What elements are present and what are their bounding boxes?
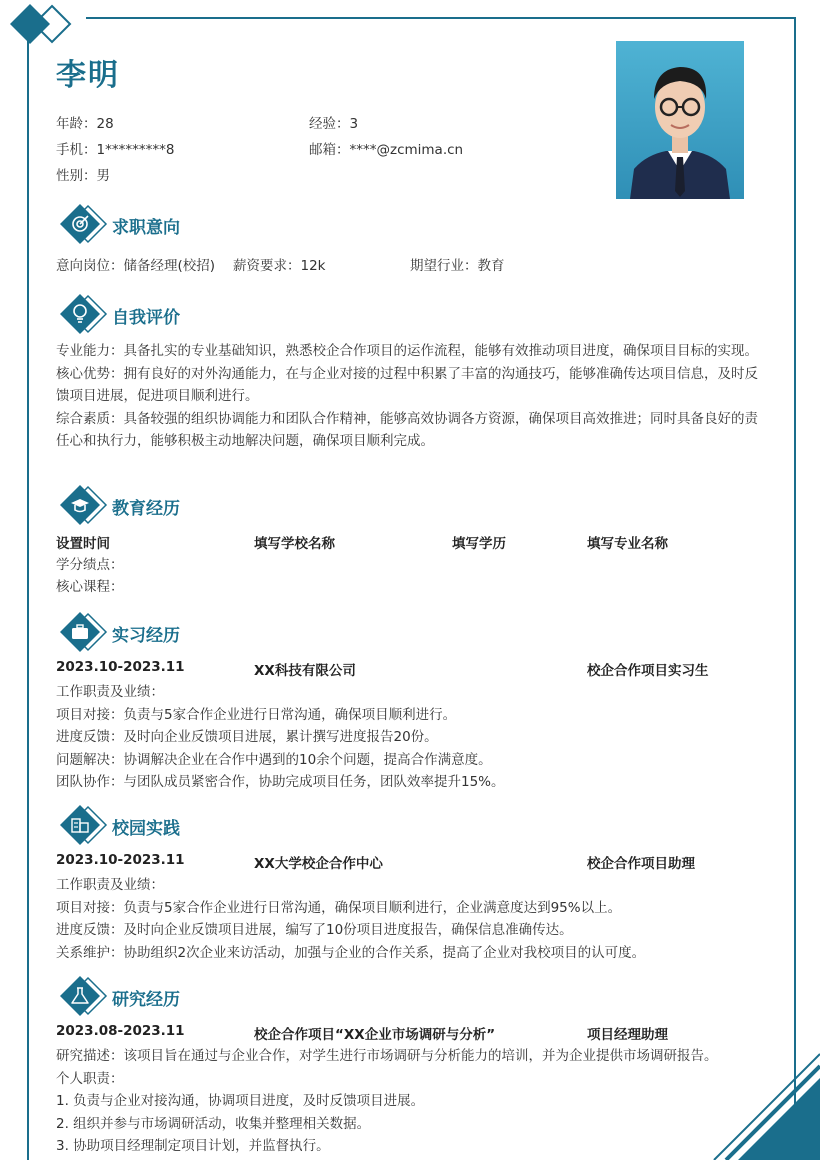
candidate-name: 李明: [56, 58, 120, 93]
graduation-cap-icon: [58, 483, 110, 527]
frame-top-line: [86, 17, 796, 19]
intern-time: 2023.10-2023.11: [56, 659, 185, 675]
intent-industry: 期望行业：教育: [410, 258, 505, 274]
research-role: 项目经理助理: [587, 1027, 668, 1043]
briefcase-icon: [58, 610, 110, 654]
section-title: 自我评价: [112, 308, 180, 328]
phone-field: [56, 138, 174, 158]
section-title: 校园实践: [112, 819, 180, 839]
gender-field: [56, 164, 110, 184]
intern-item: 问题解决：协调解决企业在合作中遇到的10余个问题，提高合作满意度。: [56, 751, 492, 768]
section-title: 研究经历: [112, 990, 180, 1010]
research-time: 2023.08-2023.11: [56, 1023, 185, 1039]
research-duty-heading: 个人职责：: [56, 1070, 124, 1087]
self-eval-item: 专业能力：具备扎实的专业基础知识，熟悉校企合作项目的运作流程，能够有效推动项目进度，确保项目目标的实现。: [56, 343, 758, 359]
intern-role: 校企合作项目实习生: [587, 663, 709, 679]
age-value: 28: [96, 116, 114, 132]
section-title: 教育经历: [112, 499, 180, 519]
intern-item: 团队协作：与团队成员紧密合作，协助完成项目任务，团队效率提升15%。: [56, 774, 505, 790]
campus-item: 关系维护：协助组织2次企业来访活动，加强与企业的合作关系，提高了企业对我校项目的认可度。: [56, 944, 646, 961]
frame-right-line: [794, 17, 796, 1160]
campus-item: 进度反馈：及时向企业反馈项目进展，编写了10份项目进度报告，确保信息准确传达。: [56, 922, 573, 938]
edu-courses: 核心课程：: [56, 579, 124, 595]
flask-icon: [58, 974, 110, 1018]
research-details: [56, 1045, 768, 1158]
email-value: ****@zcmima.cn: [349, 142, 464, 158]
phone-label: 手机：: [56, 142, 97, 158]
campus-item: 项目对接：负责与5家合作企业进行日常沟通，确保项目顺利进行，企业满意度达到95%以上。: [56, 899, 622, 916]
age-field: [56, 112, 114, 132]
edu-degree: 填写学历: [452, 536, 506, 552]
self-eval-paragraph: [56, 340, 768, 453]
section-header-research: [58, 974, 358, 1018]
intern-item: 项目对接：负责与5家合作企业进行日常沟通，确保项目顺利进行。: [56, 706, 457, 723]
age-label: 年龄：: [56, 116, 97, 132]
research-item: 3. 协助项目经理制定项目计划，并监督执行。: [56, 1138, 330, 1154]
section-header-internship: [58, 610, 358, 654]
intern-heading: 工作职责及业绩：: [56, 684, 164, 700]
email-label: 邮箱：: [309, 142, 350, 158]
experience-field: [309, 112, 358, 132]
intern-company: XX科技有限公司: [254, 663, 356, 679]
intern-details: [56, 681, 768, 794]
frame-left-line: [27, 40, 29, 1160]
edu-gpa: 学分绩点：: [56, 557, 124, 573]
section-header-campus: [58, 803, 358, 847]
section-header-self: [58, 292, 358, 336]
edu-time: 设置时间: [56, 536, 110, 552]
research-desc: 研究描述：该项目旨在通过与企业合作，对学生进行市场调研与分析能力的培训，并为企业提供市场调研报告。: [56, 1048, 718, 1064]
gender-label: 性别：: [56, 168, 97, 184]
email-field: [309, 138, 463, 158]
experience-label: 经验：: [309, 116, 350, 132]
research-item: 1. 负责与企业对接沟通，协调项目进度，及时反馈项目进展。: [56, 1093, 425, 1109]
intent-salary: 薪资要求：12k: [233, 258, 326, 274]
phone-value: 1*********8: [96, 142, 175, 158]
corner-diamond-ornament: [0, 0, 90, 50]
edu-school: 填写学校名称: [254, 536, 335, 552]
research-item: 2. 组织并参与市场调研活动，收集并整理相关数据。: [56, 1115, 371, 1132]
self-eval-item: 综合素质：具备较强的组织协调能力和团队合作精神，能够高效协调各方资源，确保项目高效推进；同时具备良好的责任心和执行力，能够积极主动地解决问题，确保项目顺利完成。: [56, 410, 758, 449]
campus-time: 2023.10-2023.11: [56, 852, 185, 868]
building-icon: [58, 803, 110, 847]
campus-org: XX大学校企合作中心: [254, 856, 383, 872]
edu-major: 填写专业名称: [587, 536, 668, 552]
section-title: 求职意向: [112, 218, 180, 238]
campus-details: [56, 874, 768, 964]
section-header-intent: [58, 202, 358, 246]
target-icon: [58, 202, 110, 246]
experience-value: 3: [349, 116, 359, 132]
campus-heading: 工作职责及业绩：: [56, 877, 164, 893]
intent-position: 意向岗位：储备经理(校招): [56, 258, 216, 274]
profile-photo: [616, 41, 744, 199]
research-project: 校企合作项目“XX企业市场调研与分析”: [254, 1027, 496, 1043]
campus-role: 校企合作项目助理: [587, 856, 695, 872]
section-title: 实习经历: [112, 626, 180, 646]
lightbulb-icon: [58, 292, 110, 336]
section-header-education: [58, 483, 358, 527]
self-eval-item: 核心优势：拥有良好的对外沟通能力，在与企业对接的过程中积累了丰富的沟通技巧，能够准确传达项目信息，及时反馈项目进展，促进项目顺利进行。: [56, 365, 758, 404]
intern-item: 进度反馈：及时向企业反馈项目进展，累计撰写进度报告20份。: [56, 729, 438, 745]
gender-value: 男: [96, 168, 110, 184]
